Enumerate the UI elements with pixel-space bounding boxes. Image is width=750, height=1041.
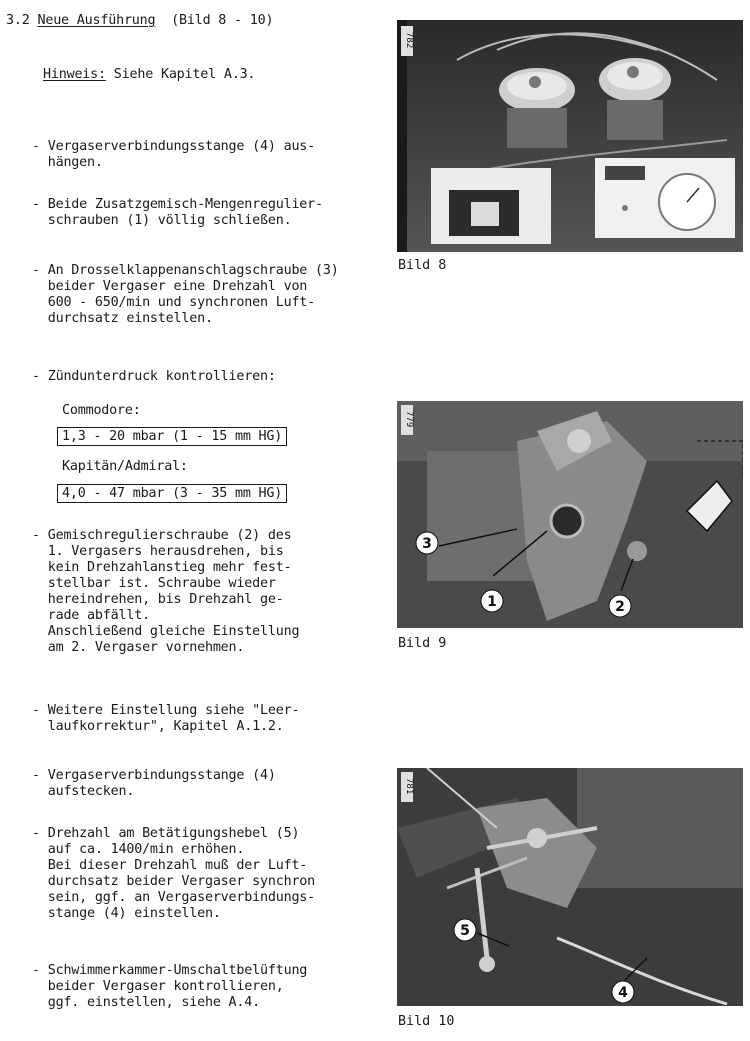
step-1 [32, 139, 315, 171]
step-line: - Vergaserverbindungsstange (4) aus- [32, 139, 316, 154]
step-line: - Gemischregulierschraube (2) des [32, 528, 292, 543]
step-line: stellbar ist. Schraube wieder [32, 576, 276, 591]
step-line: stange (4) einstellen. [32, 906, 221, 921]
step-line: durchsatz beider Vergaser synchron [32, 874, 316, 889]
step-2 [32, 197, 323, 229]
step-line: sein, ggf. an Vergaserverbindungs- [32, 890, 316, 905]
step-line: - Zündunterdruck kontrollieren: [32, 369, 276, 384]
figure-8-code: 782 [404, 32, 414, 49]
figure-10-code: 781 [404, 778, 414, 795]
step-5 [32, 528, 299, 656]
step-line: - Beide Zusatzgemisch-Mengenregulier- [32, 197, 323, 212]
section-number: 3.2 [6, 13, 30, 28]
figure-9-callout-2: 2 [615, 599, 625, 615]
figure-10-callout-4: 4 [618, 985, 628, 1001]
step-6 [32, 703, 299, 735]
step-3 [32, 263, 339, 327]
step-4 [32, 369, 276, 385]
step-line: 600 - 650/min und synchronen Luft- [32, 295, 316, 310]
step-line: aufstecken. [32, 784, 135, 799]
step-line: hängen. [32, 155, 103, 170]
figure-9-photo [397, 401, 743, 628]
section-figure-refs: (Bild 8 - 10) [171, 13, 274, 28]
section-heading [6, 13, 273, 29]
step-line: - Schwimmerkammer-Umschaltbelüftung [32, 963, 308, 978]
figure-9-code: 779 [404, 411, 414, 428]
figure-10-photo [397, 768, 743, 1006]
commodore-label: Commodore: [62, 403, 141, 418]
step-line: durchsatz einstellen. [32, 311, 213, 326]
step-line: am 2. Vergaser vornehmen. [32, 640, 245, 655]
step-line: 1. Vergasers herausdrehen, bis [32, 544, 284, 559]
step-line: - Vergaserverbindungsstange (4) [32, 768, 276, 783]
figure-8-photo [397, 20, 743, 252]
kapitan-label: Kapitän/Admiral: [62, 459, 188, 474]
step-8 [32, 826, 315, 922]
step-line: - Weitere Einstellung siehe "Leer- [32, 703, 300, 718]
hint-text: Siehe Kapitel A.3. [113, 67, 256, 82]
step-line: rade abfällt. [32, 608, 150, 623]
step-7 [32, 768, 276, 800]
hint-line [43, 67, 255, 83]
kapitan-value-box: 4,0 - 47 mbar (3 - 35 mm HG) [57, 484, 287, 503]
commodore-value-box: 1,3 - 20 mbar (1 - 15 mm HG) [57, 427, 287, 446]
step-line: kein Drehzahlanstieg mehr fest- [32, 560, 292, 575]
step-line: beider Vergaser kontrollieren, [32, 979, 284, 994]
step-9 [32, 963, 307, 1011]
step-line: schrauben (1) völlig schließen. [32, 213, 292, 228]
figure-8-caption: Bild 8 [398, 258, 447, 273]
section-title: Neue Ausführung [37, 13, 156, 28]
step-line: Bei dieser Drehzahl muß der Luft- [32, 858, 308, 873]
step-line: - Drehzahl am Betätigungshebel (5) [32, 826, 300, 841]
step-line: beider Vergaser eine Drehzahl von [32, 279, 308, 294]
step-line: Anschließend gleiche Einstellung [32, 624, 300, 639]
figure-9-callout-1: 1 [487, 594, 497, 610]
step-line: auf ca. 1400/min erhöhen. [32, 842, 245, 857]
figure-10-callout-5: 5 [460, 923, 470, 939]
step-line: laufkorrektur", Kapitel A.1.2. [32, 719, 284, 734]
hint-label: Hinweis: [43, 67, 106, 82]
step-line: - An Drosselklappenanschlagschraube (3) [32, 263, 339, 278]
figure-10-caption: Bild 10 [398, 1014, 455, 1029]
step-line: hereindrehen, bis Drehzahl ge- [32, 592, 284, 607]
step-line: ggf. einstellen, siehe A.4. [32, 995, 260, 1010]
figure-9-caption: Bild 9 [398, 636, 447, 651]
figure-9-callout-3: 3 [422, 536, 432, 552]
